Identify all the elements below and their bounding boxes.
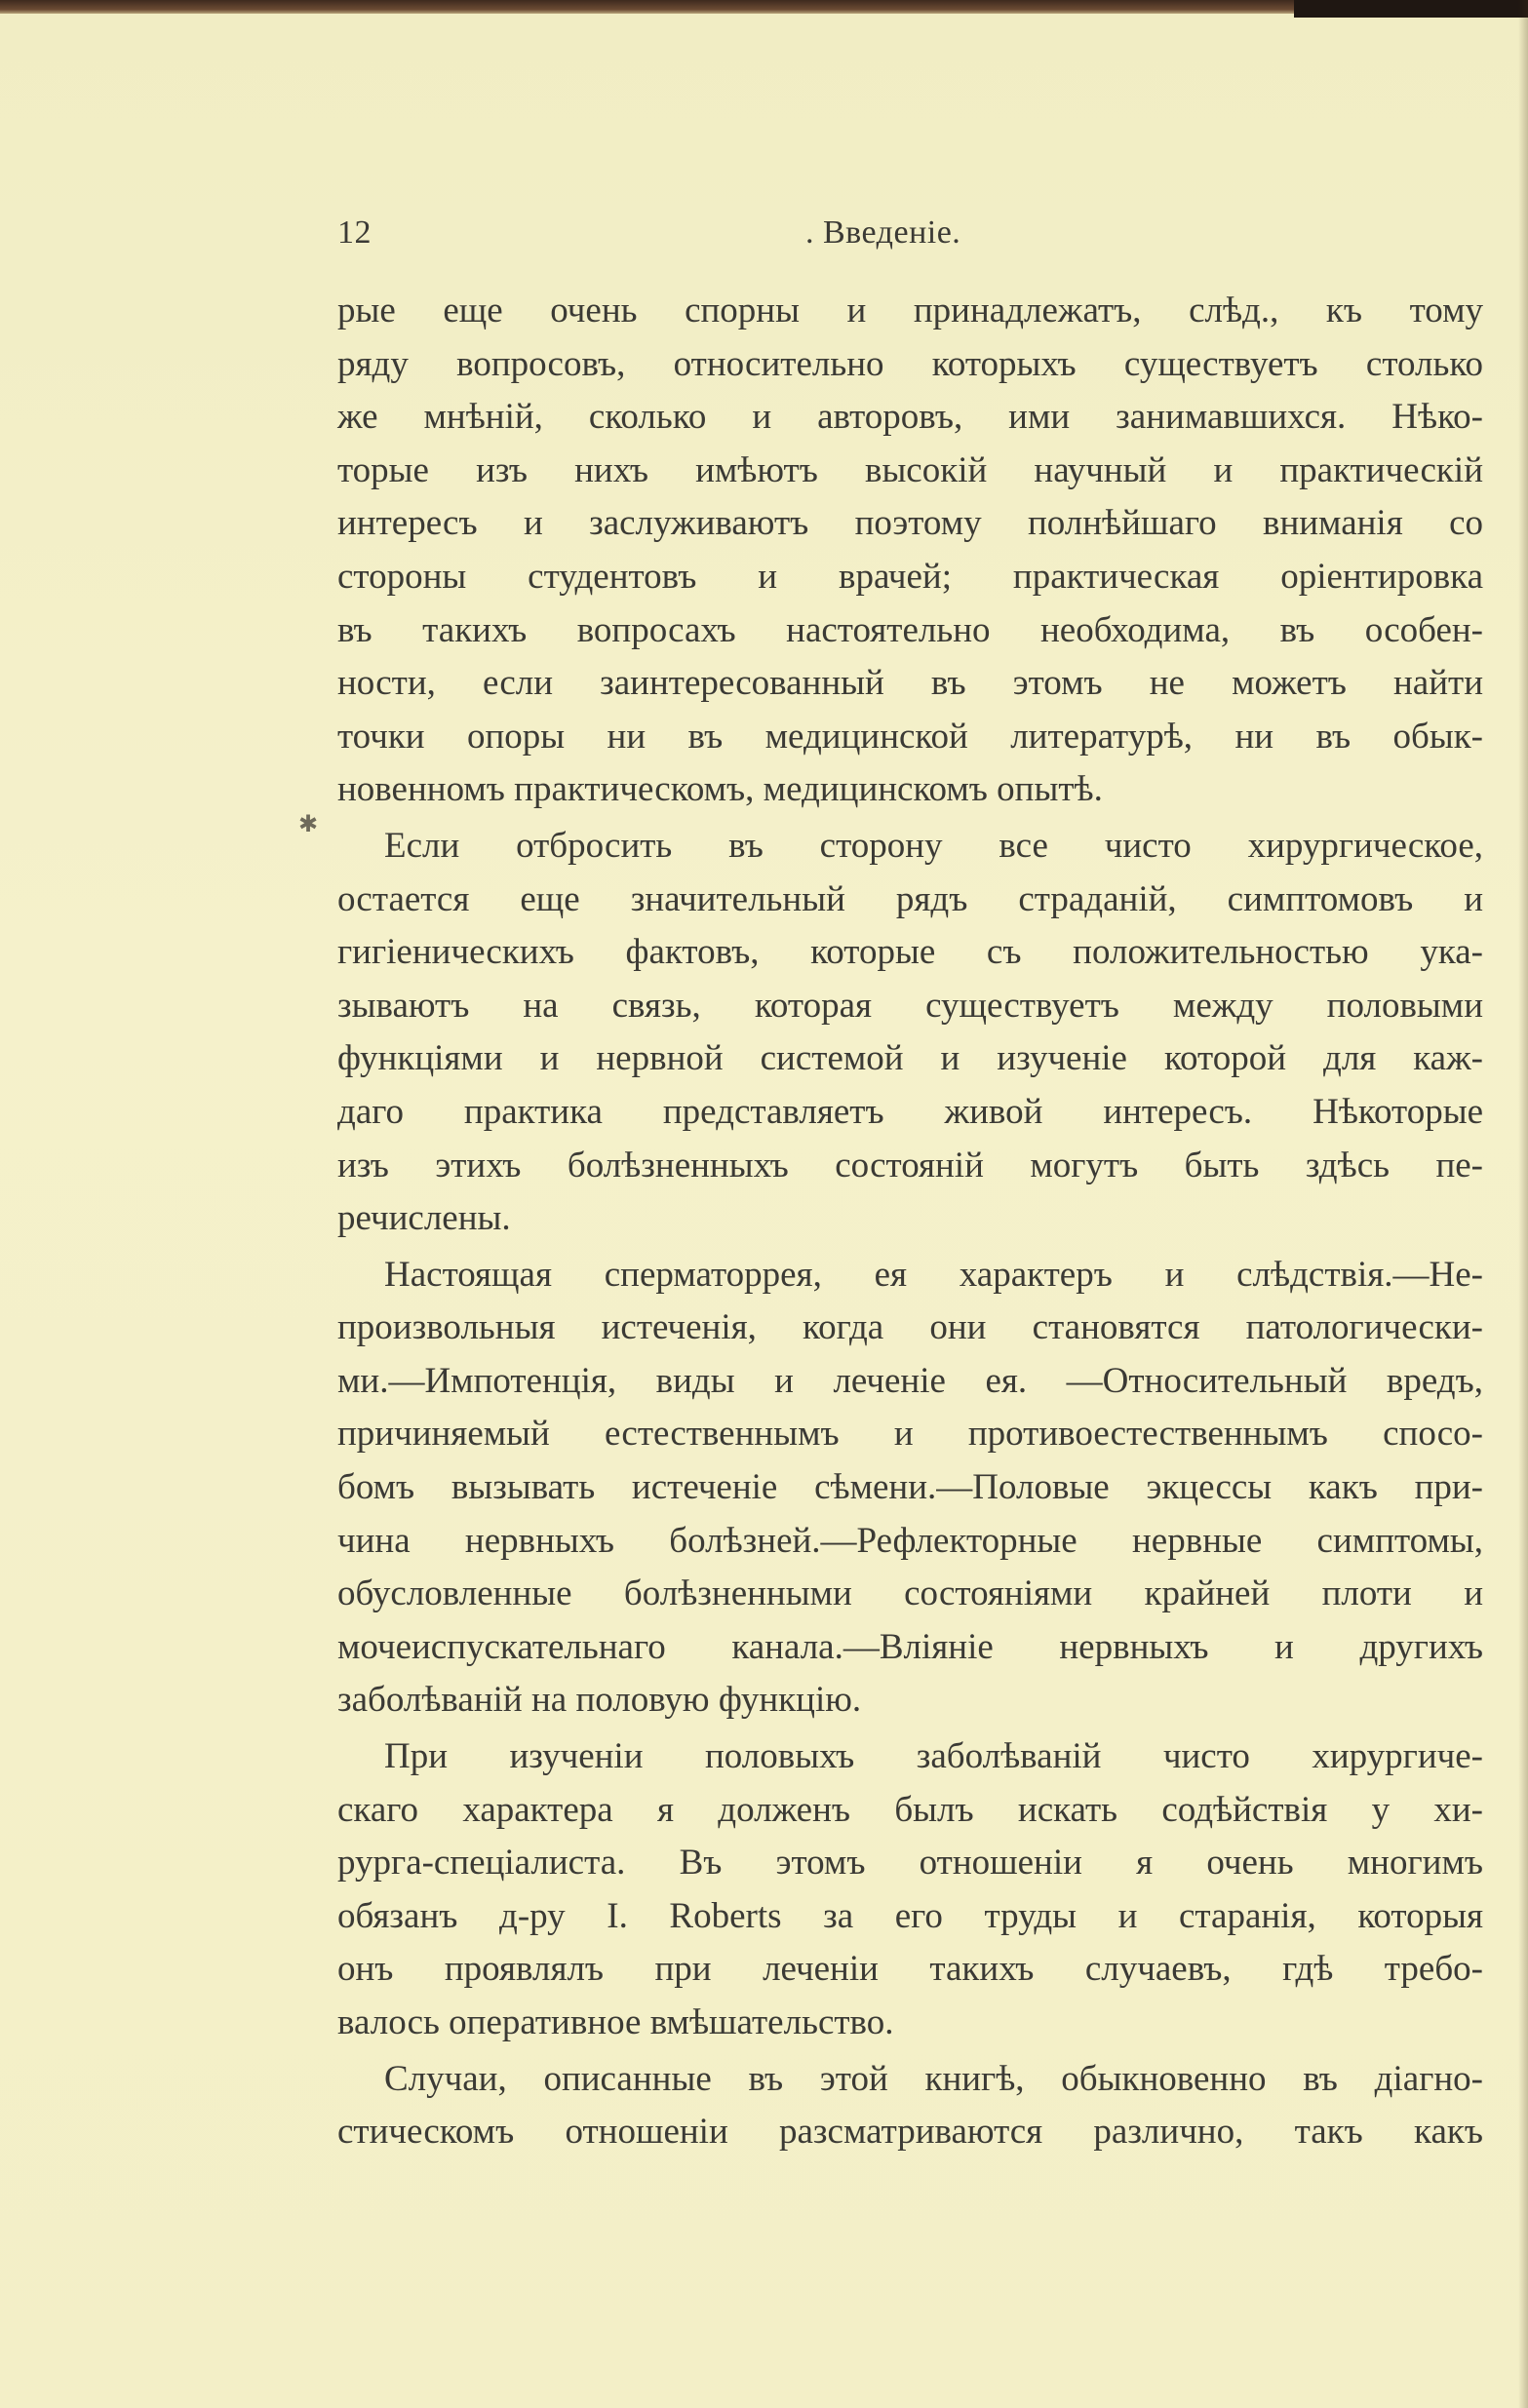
- text-line: Случаи, описанные въ этой книгѣ, обыкновенно въ діагно-: [384, 2058, 1483, 2099]
- text-line: При изученіи половыхъ заболѣваній чисто хирургиче-: [384, 1736, 1483, 1777]
- text-line: ности, если заинтересованный въ этомъ не можетъ найти: [337, 663, 1483, 704]
- text-line: даго практика представляетъ живой интересъ. Нѣкоторые: [337, 1091, 1483, 1132]
- text-line: гигіеническихъ фактовъ, которые съ положительностью ука-: [337, 932, 1483, 973]
- paragraph-5: [337, 2053, 1483, 2159]
- text-line: Если отбросить въ сторону все чисто хирургическое,: [384, 825, 1483, 866]
- text-line: обусловленные болѣзненными состояніями крайней плоти и: [337, 1573, 1483, 1614]
- text-line: же мнѣній, сколько и авторовъ, ими занимавшихся. Нѣко-: [337, 397, 1483, 438]
- text-line: валось оперативное вмѣшательство.: [337, 2002, 894, 2042]
- paragraph-1: [337, 285, 1483, 817]
- text-line: заболѣваній на половую функцію.: [337, 1680, 862, 1721]
- running-head-title: . Введеніе.: [805, 214, 961, 251]
- text-line: торые изъ нихъ имѣютъ высокій научный и практическій: [337, 449, 1483, 490]
- text-line: стическомъ отношеніи разсматриваются различно, такъ какъ: [337, 2112, 1483, 2153]
- text-line: въ такихъ вопросахъ настоятельно необходима, въ особен-: [337, 609, 1483, 650]
- page-number: 12: [337, 214, 372, 251]
- text-line: новенномъ практическомъ, медицинскомъ опытѣ.: [337, 769, 1103, 810]
- running-head: [337, 209, 1483, 257]
- text-line: изъ этихъ болѣзненныхъ состояній могутъ быть здѣсь пе-: [337, 1145, 1483, 1185]
- text-line: рые еще очень спорны и принадлежатъ, слѣд., къ тому: [337, 291, 1483, 330]
- paragraph-3: [337, 1249, 1483, 1728]
- text-line: рурга-спеціалиста. Въ этомъ отношеніи я очень многимъ: [337, 1843, 1483, 1884]
- text-line: функціями и нервной системой и изученіе которой для каж-: [337, 1038, 1483, 1079]
- paragraph-2: [337, 820, 1483, 1246]
- text-line: бомъ вызывать истеченіе сѣмени.—Половые экцессы какъ при-: [337, 1467, 1483, 1508]
- paragraph-4: [337, 1730, 1483, 2050]
- text-line: Настоящая сперматоррея, ея характеръ и слѣдствія.—Не-: [384, 1254, 1483, 1295]
- text-line: зываютъ на связь, которая существуетъ между половыми: [337, 985, 1483, 1026]
- text-line: произвольныя истеченія, когда они становятся патологически-: [337, 1307, 1483, 1348]
- text-line: скаго характера я долженъ былъ искать содѣйствія у хи-: [337, 1789, 1483, 1830]
- text-line: онъ проявлялъ при леченіи такихъ случаевъ, гдѣ требо-: [337, 1949, 1483, 1990]
- text-line: остается еще значительный рядъ страданій, симптомовъ и: [337, 878, 1483, 919]
- text-line: ми.—Импотенція, виды и леченіе ея. —Относительный вредъ,: [337, 1360, 1483, 1401]
- text-line: стороны студентовъ и врачей; практическая оріентировка: [337, 556, 1483, 597]
- text-line: ряду вопросовъ, относительно которыхъ существуетъ столько: [337, 343, 1483, 384]
- text-line: обязанъ д-ру I. Roberts за его труды и старанія, которыя: [337, 1895, 1483, 1936]
- text-line: интересъ и заслуживаютъ поэтому полнѣйшаго вниманія со: [337, 503, 1483, 544]
- text-line: мочеиспускательнаго канала.—Вліяніе нервныхъ и другихъ: [337, 1626, 1483, 1667]
- text-line: причиняемый естественнымъ и противоестественнымъ спосо-: [337, 1414, 1483, 1455]
- text-line: речислены.: [337, 1198, 511, 1239]
- text-line: чина нервныхъ болѣзней.—Рефлекторные нервные симптомы,: [337, 1520, 1483, 1561]
- text-line: точки опоры ни въ медицинской литературѣ, ни въ обык-: [337, 716, 1483, 757]
- page-top-shadow: [1294, 0, 1528, 18]
- margin-mark: ✱: [298, 812, 319, 837]
- body-text: [337, 285, 1483, 2159]
- page-right-edge: [1518, 0, 1528, 2408]
